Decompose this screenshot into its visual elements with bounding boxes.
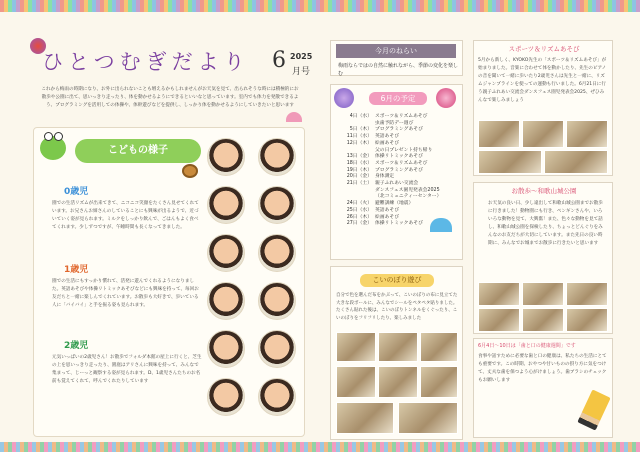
child-photo [207,234,245,272]
schedule-date: 24日（火） [346,201,372,207]
schedule-date: 25日（水） [346,207,372,213]
age0-label: 0歳児 [64,187,89,197]
schedule-date: 5日（木） [349,127,372,133]
activity-photo [478,308,520,332]
child-photo [258,282,296,320]
child-photo [258,138,296,176]
schedule-date: 26日（木） [346,214,372,220]
schedule-event: 避難訓練（地震） [375,201,414,207]
activity-photo [544,150,608,174]
activity-photo [378,332,418,362]
activity-photo [336,332,376,362]
schedule-event: プログラミングあそび [375,167,423,173]
snail-icon [182,164,198,178]
schedule-row [342,201,462,208]
sports-text: 5月から新しく、KYOKO先生の「スポーツ＆リズムあそび」が始まりました。音楽に合わせて体を動かしたり、先生のピアノの音を聞いて一緒に歩いたり2歳児さんは先生と一緒に、リズムジャンプラインを使っての運動も行いました。6月21日に行う親子ふれあい交流会ダンスフェス園児発表会2025、ぜひみんなで楽しみましょう [478,58,607,103]
activity-photo [522,120,564,148]
kids-section-heading: こどもの様子 [75,139,201,163]
activity-photo [566,308,608,332]
schedule-date: 27日（金） [346,221,372,227]
activity-photo [398,402,458,434]
schedule-event: ダンスフェス園児発表会2025 [375,187,440,193]
schedule-event: 体操リトミックあそび [375,221,423,227]
activity-photo [478,150,542,174]
umbrella-icon [430,218,452,232]
schedule-event: 身体測定 [375,174,395,180]
activity-photo [566,120,608,148]
schedule-event: 絵画あそび [375,214,399,220]
intro-message: これから梅雨の時期になり、お外に出られないことも増えるかもしれませんがお天気を見て、出られそうな時には積極的にお散歩や公園に出て、思いっきり走ったり、体を動かせるようにできるといいなと思っています。室内でも体力を発散できるよう、プログラミングを活用しての体操や、体幹遊びなどを提供し、しっかり体を動かせるようにしていきたいと思います [41,87,299,108]
schedule-event: （北コミュニティーセンター） [375,194,442,200]
age1-description: 園での生活にもすっかり慣れて、活発に遊んでくれるようになりました。英語あそびや体操リトミックあそびなどにも興味を持って、毎回お友だちと一緒に楽しんでくれています。お散歩も大好きで、歩いている人に「バイバイ」と手を振る姿も見られます。 [52,279,199,308]
issue-suffix: 月号 [292,67,311,77]
age1-heading [64,262,88,275]
activity-photo [336,366,376,398]
schedule-event: 英語あそび [375,134,399,140]
child-photo [258,186,296,224]
schedule-event: 英語あそび [375,207,399,213]
koinobori-heading: こいのぼり遊び [360,274,434,287]
child-photo [258,234,296,272]
age2-label: 2歳児 [64,341,89,351]
schedule-row [342,134,462,141]
walk-text: お天気の良い日、少し遠出して和歌山城公園までお散歩に行きました！動物園にも行き、ペンギンさんや、いろいろな動物を見て、大興奮！また、色々な動物を見て話し、和歌山城公園を探検したり、ちょっとどんぐりをみんなのお友だちが大切にしています。また先日の良い時期に、みんなでお城までお散歩に行きたいと思います [488,201,603,246]
child-photo [207,138,245,176]
schedule-event: 虫歯予防デー週び [375,120,414,126]
frog-icon [40,136,66,160]
monthly-goal-heading: 今月のねらい [336,44,456,58]
schedule-date: 18日（水） [346,160,372,166]
child-photo [207,186,245,224]
schedule-date: 12日（木） [346,140,372,146]
schedule-date: 4日（水） [349,114,372,119]
walk-heading: お散歩～和歌山城公園 [511,187,577,195]
issue-year: 2025 [290,52,313,61]
age2-heading [64,338,88,351]
activity-photo [478,120,520,148]
age1-label: 1歳児 [64,265,89,275]
koinobori-text: 自分で色を選んだ布をかぶって、こいのぼりの布に見立てた大きな段ボールに、みんなでシールをペタペタ貼りました。たくさん貼れた後は、こいのぼりトンネルをくぐったり、こいのぼりをフリフリしたり、楽しみました [336,293,458,321]
umbrella-icon [286,112,302,122]
schedule-row [342,154,462,161]
schedule-row [342,181,462,188]
child-photo [207,378,245,416]
issue-month: 6 [272,48,286,73]
activity-photo [420,332,458,362]
activity-photo [378,366,418,398]
schedule-event: スポーツ＆リズムあそび [375,114,428,119]
schedule-date: 19日（木） [346,167,372,173]
schedule-row [342,161,462,168]
decorative-bottom-border [0,442,640,452]
schedule-row [342,208,462,215]
hydrangea-icon [334,88,354,108]
hydrangea-icon [436,88,456,108]
dental-health-text: 食事や話すために必要な歯と口の健康は、私たちの生活にとても重要です。この時期、おやつや甘いものの摂り方に気をつけて、丈夫な歯を保つよう心がけましょう。歯ブラシのチェックもお願いします [478,354,607,383]
child-photo [258,330,296,368]
schedule-heading: 6月の予定 [369,92,427,105]
schedule-list [342,114,462,228]
age0-description: 園での生活リズムが出来てきて、ニコニコ笑顔をたくさん見せてくれています。お兄さんお姉さんのしていることにも興味が出るようで、近づいていく姿が見られます。ミルクをしっかり飲んで、ごはんもよく食べてくれます。少しずつですが、午睡時間も長くなってきました。 [52,201,199,230]
schedule-date: 13日（金） [346,154,372,160]
child-photo [207,282,245,320]
dental-health-heading: 6月4日～10日は「歯と口の健康週間」です [478,343,576,349]
activity-photo [420,366,458,398]
schedule-event: 体操リトミックあそび [375,154,423,160]
age0-heading [64,184,88,197]
activity-photo [478,282,520,306]
newsletter-title: ひとつむぎだより [42,50,250,74]
activity-photo [566,282,608,306]
age2-description: 元気いっぱいの2歳児さん！お散歩でフォルダ本館の屋上に行くと、芝生の上を思いっきり走ったり、園庭はアリさんに興味を持って、みんなで集まって、じーっと観察する姿が見られます。D、1歳児さんたちのお名前も覚えてくれて、呼んでくれたりしています [52,355,202,384]
schedule-row [342,114,462,121]
schedule-date: 21日（土） [346,181,372,187]
schedule-event: 親子ふれあい交流会 [375,181,419,187]
activity-photo [336,402,394,434]
decorative-top-border [0,0,640,12]
schedule-date: 11日（水） [346,134,372,140]
schedule-event: 絵画あそび [375,140,399,146]
schedule-event: プログラミングあそび [375,127,423,133]
activity-photo [522,308,564,332]
child-photo [207,330,245,368]
schedule-row [342,141,462,148]
activity-photo [522,282,564,306]
schedule-date: 20日（金） [346,174,372,180]
schedule-event: スポーツ＆リズムあそび [375,160,428,166]
child-photo [258,378,296,416]
monthly-goal-text: 梅雨ならではの自然に触れながら、季節の変化を楽しむ [338,63,458,77]
sports-heading: スポーツ＆リズムあそび [508,45,580,53]
schedule-event: 父の日プレゼント持ち帰り [375,147,433,153]
